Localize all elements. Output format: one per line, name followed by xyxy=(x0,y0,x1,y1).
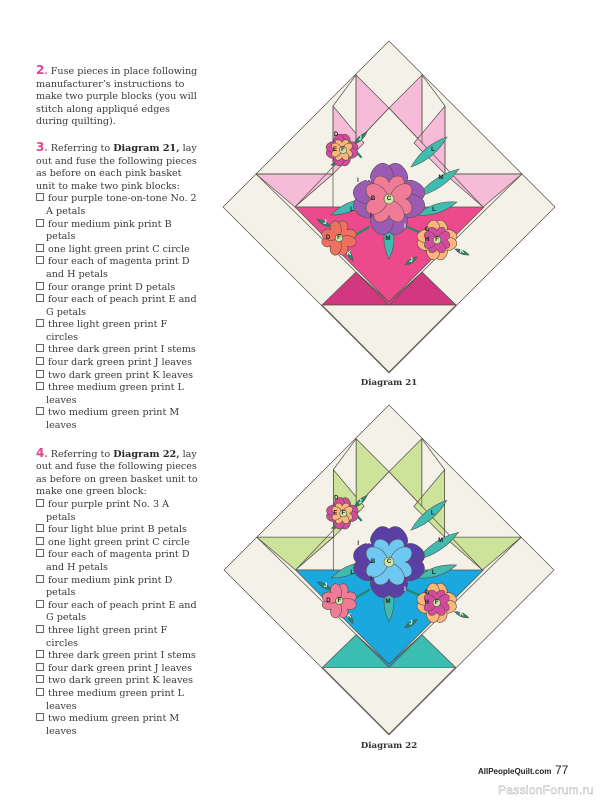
piece-label: F xyxy=(435,237,439,243)
piece-label: L xyxy=(431,147,435,153)
piece-label: J xyxy=(409,258,413,264)
piece-label: F xyxy=(337,597,342,604)
checklist-item[interactable]: two dark green print K leaves xyxy=(36,370,201,383)
step-number: 3 xyxy=(36,139,45,154)
checklist-item[interactable]: four dark green print J leaves xyxy=(36,663,201,676)
checklist-item[interactable]: three dark green print I stems xyxy=(36,650,201,663)
checklist-item[interactable]: four each of magenta print D and H petals xyxy=(36,256,201,281)
checklist-item[interactable]: three medium green print L leaves xyxy=(36,688,201,713)
piece-label: I xyxy=(370,575,372,582)
checklist-item[interactable]: two medium green print M leaves xyxy=(36,407,201,432)
piece-label: C xyxy=(386,559,392,566)
piece-label: L xyxy=(350,207,354,213)
step-number: 4 xyxy=(36,445,45,460)
piece-label: A xyxy=(366,540,372,547)
checklist-item[interactable]: four each of peach print E and G petals xyxy=(36,294,201,319)
quilt-block-1 xyxy=(223,41,555,373)
checklist-item[interactable]: two medium green print M leaves xyxy=(36,713,201,738)
piece-label: I xyxy=(357,178,359,184)
piece-label: K xyxy=(459,611,464,618)
piece-label: M xyxy=(438,538,444,545)
piece-label: D xyxy=(326,597,331,604)
page-number: 77 xyxy=(555,763,569,777)
checklist-item[interactable]: four each of magenta print D and H petals xyxy=(36,549,201,574)
piece-label: K xyxy=(346,251,352,257)
piece-label: A xyxy=(366,177,372,183)
checklist-item[interactable]: three dark green print I stems xyxy=(36,344,201,357)
checklist-item[interactable]: four dark green print J leaves xyxy=(36,357,201,370)
checklist-item[interactable]: two dark green print K leaves xyxy=(36,675,201,688)
piece-label: F xyxy=(434,599,439,606)
checklist-item[interactable]: three medium green print L leaves xyxy=(36,382,201,407)
step-2: 2. Fuse pieces in place following manufacturer’s instructions to make two purple blocks (you will stitch along appliqué edges during quilting). xyxy=(36,63,198,128)
piece-label: J xyxy=(323,220,327,226)
piece-label: I xyxy=(404,224,406,230)
piece-label: J xyxy=(358,136,362,142)
checklist-item[interactable]: four medium pink print D petals xyxy=(36,575,201,600)
piece-label: M xyxy=(385,598,391,605)
background-triangle xyxy=(322,667,455,734)
piece-label: B xyxy=(370,196,376,202)
piece-label: C xyxy=(386,196,392,202)
watermark: PassionForum.ru xyxy=(498,783,594,797)
piece-label: L xyxy=(431,569,436,576)
checklist-item[interactable]: four purple tone-on-tone No. 2 A petals xyxy=(36,193,201,218)
diagram-22-caption: Diagram 22 xyxy=(360,741,418,751)
piece-label: L xyxy=(430,510,435,517)
piece-label: J xyxy=(409,620,413,627)
piece-label: L xyxy=(350,569,355,576)
piece-label: I xyxy=(357,541,360,548)
background-triangle xyxy=(322,305,456,372)
quilt-block-2 xyxy=(224,405,554,735)
piece-label: L xyxy=(432,207,436,213)
piece-label: H xyxy=(424,237,430,243)
piece-label: J xyxy=(358,499,362,506)
step-text: Fuse pieces in place following manufacturer’s instructions to make two purple blocks (you will stitch along appliqué edges during quilting). xyxy=(36,66,198,128)
checklist-item[interactable]: three light green print F circles xyxy=(36,625,201,650)
piece-label: E xyxy=(332,147,338,153)
piece-label: K xyxy=(459,249,465,255)
piece-label: F xyxy=(337,235,341,241)
checklist-item[interactable]: four orange print D petals xyxy=(36,282,201,295)
site-url: AllPeopleQuilt.com xyxy=(478,767,552,776)
piece-label: J xyxy=(323,582,328,589)
checklist-item[interactable]: four light blue print B petals xyxy=(36,524,201,537)
step-number: 2 xyxy=(36,63,45,77)
diagram-reference: Diagram 22, xyxy=(113,448,180,460)
piece-label: M xyxy=(438,175,444,181)
step-4: 4. Referring to Diagram 22, lay out and fuse the following pieces as before on green basket unit to make one green block: four purple print No. 3 A petals four light blue print B petals one light green print C circle four each of magenta print D and H petals four medium pink print D petals four each of peach print E and G petals three light green print F circles three dark green print I stems four dark green print J leaves two dark green print K leaves three medium green print L leaves two medium green print M leaves xyxy=(36,447,201,739)
piece-label: D xyxy=(325,235,331,241)
checklist-item[interactable]: four each of peach print E and G petals xyxy=(36,600,201,625)
diagram-reference: Diagram 21, xyxy=(113,142,180,154)
piece-label: D xyxy=(333,132,339,138)
checklist-item[interactable]: four purple print No. 3 A petals xyxy=(36,499,201,524)
piece-label: I xyxy=(404,586,406,593)
step-3: 3. Referring to Diagram 21, lay out and fuse the following pieces as before on each pink basket unit to make two pink blocks: four purple tone-on-tone No. 2 A petals four medium pink print B petals one light green print C circle four each of magenta print D and H petals four orange print D petals four each of peach print E and G petals three light green print F circles three dark green print I stems four dark green print J leaves two dark green print K leaves three medium green print L leaves two medium green print M leaves xyxy=(36,141,201,433)
checklist-item[interactable]: three light green print F circles xyxy=(36,319,201,344)
piece-label: I xyxy=(370,213,372,219)
piece-label: B xyxy=(370,559,376,566)
checklist-item[interactable]: four medium pink print B petals xyxy=(36,219,201,244)
piece-label: M xyxy=(385,236,391,242)
piece-label: D xyxy=(334,495,339,502)
checklist-item[interactable]: one light green print C circle xyxy=(36,537,201,550)
piece-label: F xyxy=(341,510,346,517)
piece-label: H xyxy=(424,599,429,606)
piece-label: F xyxy=(341,147,345,153)
diagram-21-caption: Diagram 21 xyxy=(360,378,418,388)
piece-label: E xyxy=(333,510,338,517)
piece-label: K xyxy=(347,613,352,620)
checklist-item[interactable]: one light green print C circle xyxy=(36,244,201,257)
piece-label: G xyxy=(424,227,430,233)
piece-label: G xyxy=(424,589,430,596)
